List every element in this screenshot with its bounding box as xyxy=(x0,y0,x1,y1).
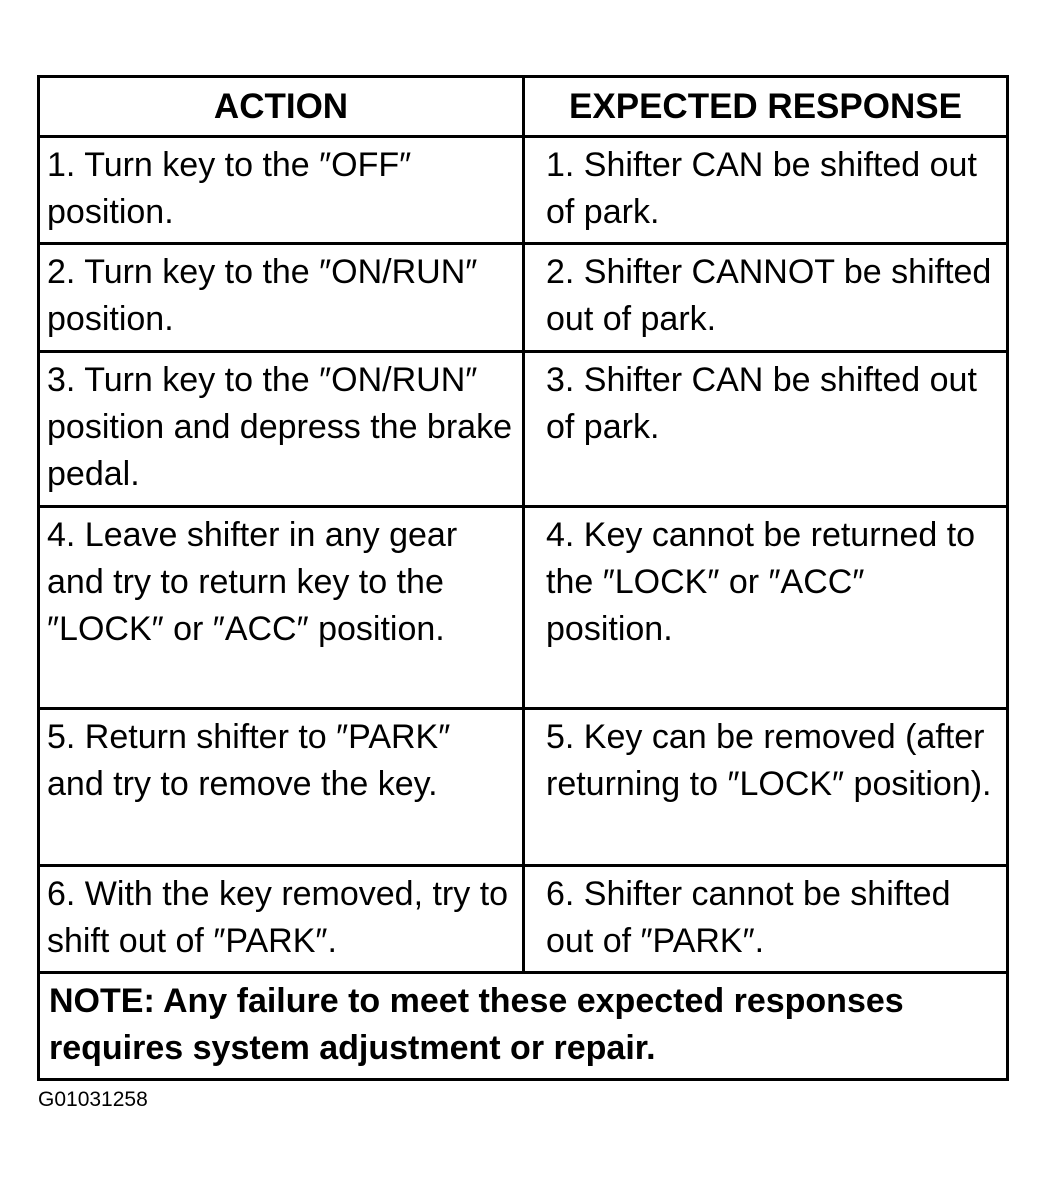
response-cell: 4. Key cannot be returned to the ″LOCK″ or ″ACC″ position. xyxy=(524,507,1008,709)
response-cell: 2. Shifter CANNOT be shifted out of park. xyxy=(524,244,1008,352)
action-cell: 2. Turn key to the ″ON/RUN″ position. xyxy=(39,244,524,352)
shift-lock-check-table xyxy=(37,75,1009,1081)
action-cell: 3. Turn key to the ″ON/RUN″ position and depress the brake pedal. xyxy=(39,352,524,507)
action-cell: 5. Return shifter to ″PARK″ and try to remove the key. xyxy=(39,709,524,866)
header-expected-response: EXPECTED RESPONSE xyxy=(524,77,1008,137)
action-cell: 1. Turn key to the ″OFF″ position. xyxy=(39,137,524,244)
response-cell: 5. Key can be removed (after returning to ″LOCK″ position). xyxy=(524,709,1008,866)
response-cell: 3. Shifter CAN be shifted out of park. xyxy=(524,352,1008,507)
table-row xyxy=(39,137,1008,244)
table-row xyxy=(39,866,1008,973)
action-cell: 4. Leave shifter in any gear and try to return key to the ″LOCK″ or ″ACC″ position. xyxy=(39,507,524,709)
note-cell: NOTE: Any failure to meet these expected responses requires system adjustment or repair. xyxy=(39,973,1008,1080)
note-row xyxy=(39,973,1008,1080)
table-row xyxy=(39,244,1008,352)
response-cell: 6. Shifter cannot be shifted out of ″PARK″. xyxy=(524,866,1008,973)
header-action: ACTION xyxy=(39,77,524,137)
figure-id: G01031258 xyxy=(38,1088,148,1111)
table-row xyxy=(39,709,1008,866)
table-row xyxy=(39,507,1008,709)
response-cell: 1. Shifter CAN be shifted out of park. xyxy=(524,137,1008,244)
action-cell: 6. With the key removed, try to shift out of ″PARK″. xyxy=(39,866,524,973)
table-row xyxy=(39,352,1008,507)
header-row xyxy=(39,77,1008,137)
